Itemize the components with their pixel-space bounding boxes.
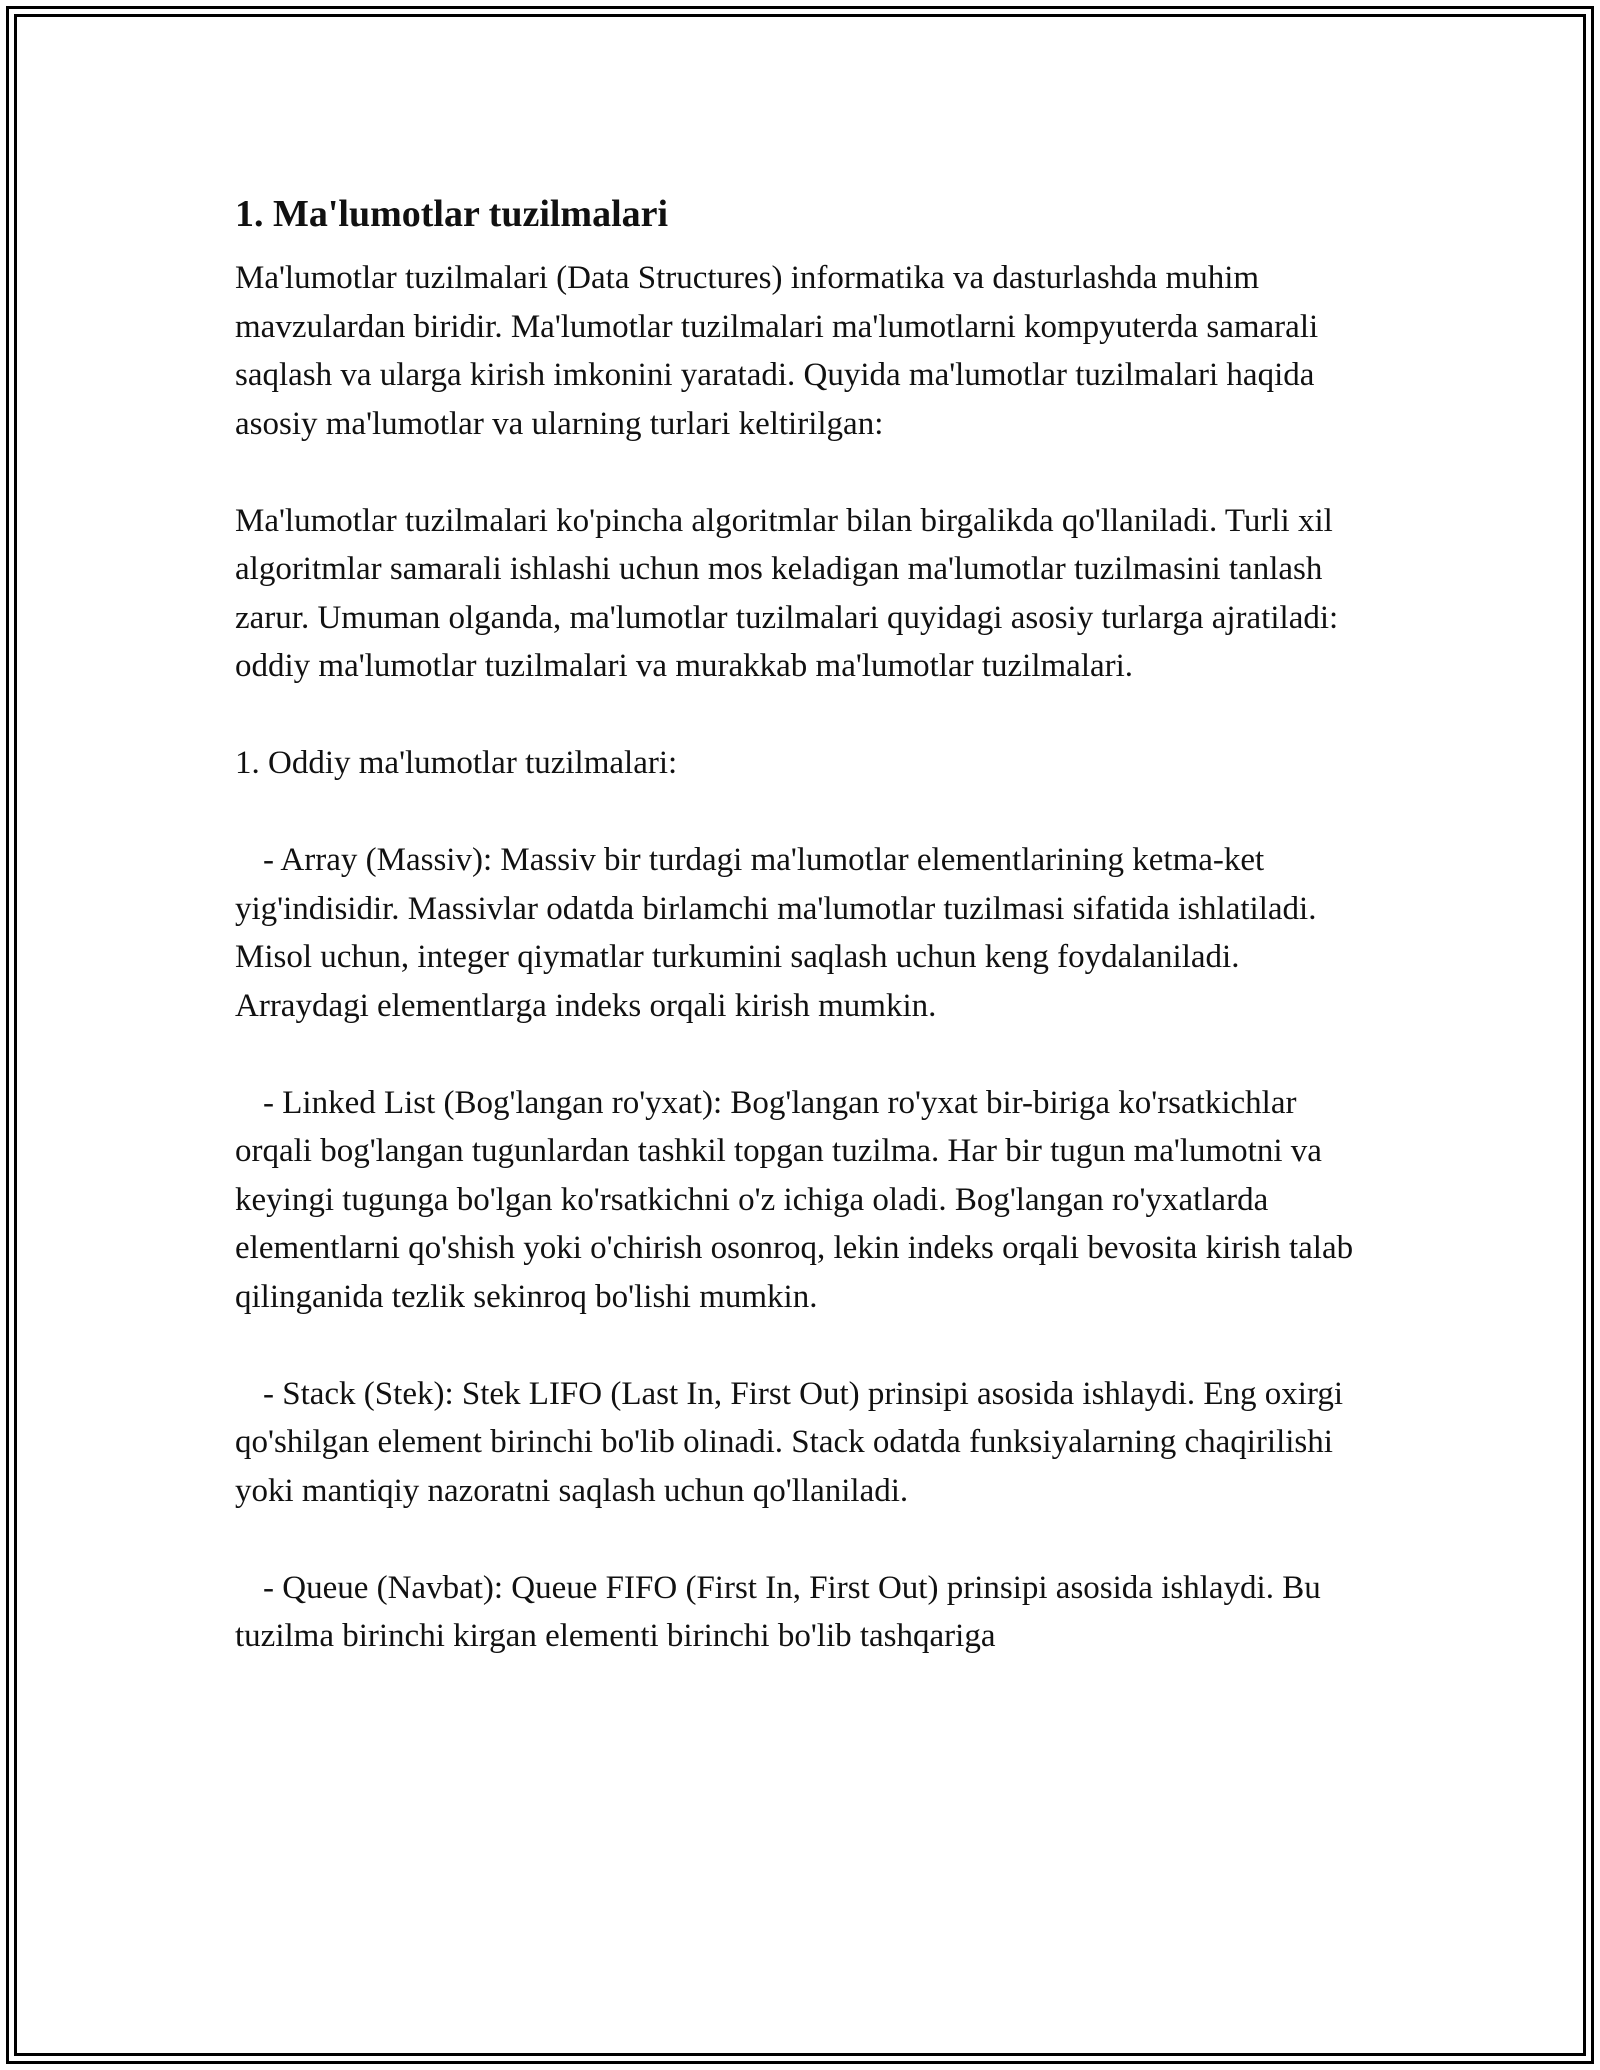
section-title: 1. Ma'lumotlar tuzilmalari [235,193,669,235]
list-item-linked-list: - Linked List (Bog'langan ro'yxat): Bog'langan ro'yxat bir-biriga ko'rsatkichlar orqali bog'langan tugunlardan tashkil topgan tuzilma. Har bir tugun ma'lumotni va keyingi tugunga bo'lgan ko'rsatkichni o'z ichiga oladi. Bog'langan ro'yxatlarda elementlarni qo'shish yoki o'chirish osonroq, lekin indeks orqali bevosita kirish talab qilinganida tezlik sekinroq bo'lishi mumkin. [235,1084,1354,1315]
algorithms-paragraph: Ma'lumotlar tuzilmalari ko'pincha algoritmlar bilan birgalikda qo'llaniladi. Turli xil algoritmlar samarali ishlashi uchun mos keladigan ma'lumotlar tuzilmasini tanlash zarur. Umuman olganda, ma'lumotlar tuzilmalari quyidagi asosiy turlarga ajratiladi: oddiy ma'lumotlar tuzilmalari va murakkab ma'lumotlar tuzilmalari. [235,502,1339,684]
list-item-stack: - Stack (Stek): Stek LIFO (Last In, First Out) prinsipi asosida ishlaydi. Eng oxirgi qo'shilgan element birinchi bo'lib olinadi. Stack odatda funksiyalarning chaqirilishi yoki mantiqiy nazoratni saqlash uchun qo'llaniladi. [235,1375,1344,1509]
list-item-queue: - Queue (Navbat): Queue FIFO (First In, First Out) prinsipi asosida ishlaydi. Bu tuzilma birinchi kirgan elementi birinchi bo'lib tashqariga [235,1569,1321,1654]
list-item-array: - Array (Massiv): Massiv bir turdagi ma'lumotlar elementlarining ketma-ket yig'indisidir. Massivlar odatda birlamchi ma'lumotlar tuzilmasi sifatida ishlatiladi. Misol uchun, integer qiymatlar turkumini saqlash uchun keng foydalaniladi. Arraydagi elementlarga indeks orqali kirish mumkin. [235,842,1317,1024]
subsection-heading: 1. Oddiy ma'lumotlar tuzilmalari: [235,745,678,781]
document-body [235,186,1365,1661]
intro-paragraph: Ma'lumotlar tuzilmalari (Data Structures) informatika va dasturlashda muhim mavzulardan biridir. Ma'lumotlar tuzilmalari ma'lumotlarni kompyuterda samarali saqlash va ularga kirish imkonini yaratadi. Quyida ma'lumotlar tuzilmalari haqida asosiy ma'lumotlar va ularning turlari keltirilgan: [235,260,1319,442]
